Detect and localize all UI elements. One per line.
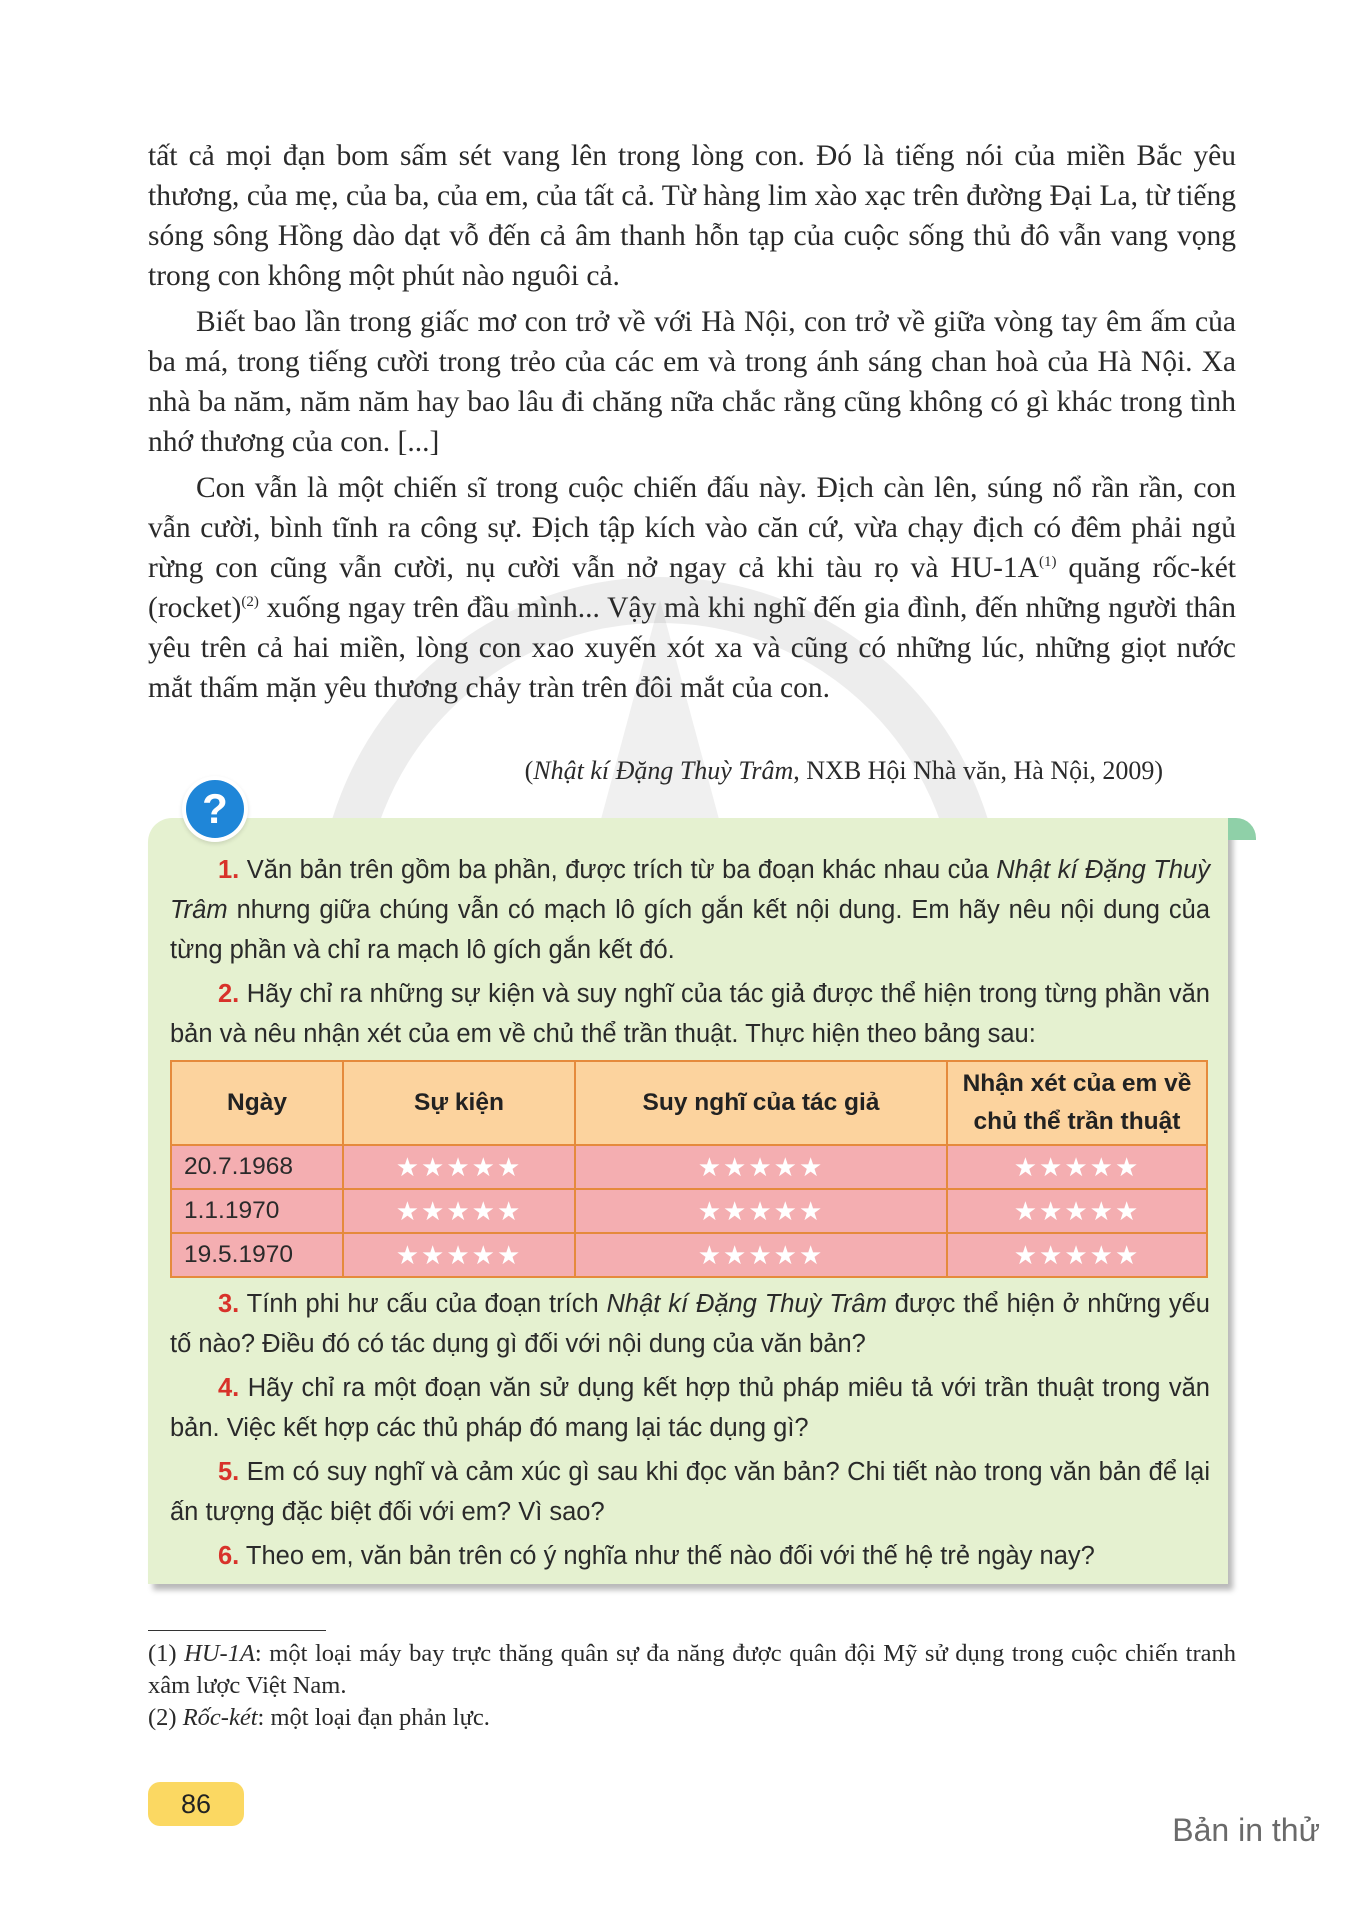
table-cell-date: 1.1.1970: [171, 1189, 343, 1233]
table-cell-placeholder: ★★★★★: [947, 1189, 1207, 1233]
footnote-text: : một loại đạn phản lực.: [257, 1704, 490, 1731]
question-italic: Nhật kí Đặng Thuỳ Trâm: [606, 1290, 887, 1318]
table-cell-placeholder: ★★★★★: [575, 1189, 947, 1233]
table-header-row: [171, 1061, 1207, 1145]
answer-table: [170, 1060, 1208, 1278]
question-1: [170, 850, 1210, 970]
page-number: 86: [148, 1782, 244, 1826]
proof-label: Bản in thử: [1172, 1812, 1320, 1848]
question-text: Em có suy nghĩ và cảm xúc gì sau khi đọc văn bản? Chi tiết nào trong văn bản để lại ấn tượng đặc biệt đối với em? Vì sao?: [170, 1458, 1210, 1526]
table-header: Sự kiện: [343, 1061, 575, 1145]
paragraph-3-part-c: xuống ngay trên đầu mình... Vậy mà khi nghĩ đến gia đình, đến những người thân yêu trên cả hai miền, lòng con xao xuyến xót xa và cũng có những lúc, những giọt nước mắt thấm mặn yêu thương chảy tràn trên đôi mắt của con.: [148, 592, 1236, 704]
question-text: Hãy chỉ ra những sự kiện và suy nghĩ của tác giả được thể hiện trong từng phần văn bản và nêu nhận xét của em về chủ thể trần thuật. Thực hiện theo bảng sau:: [170, 980, 1210, 1048]
table-cell-placeholder: ★★★★★: [947, 1233, 1207, 1277]
footnote-number: (2): [148, 1704, 183, 1731]
question-5: [170, 1452, 1210, 1532]
paragraph-1: tất cả mọi đạn bom sấm sét vang lên trong lòng con. Đó là tiếng nói của miền Bắc yêu thương, của mẹ, của ba, của em, của tất cả. Từ hàng lim xào xạc trên đường Đại La, từ tiếng sóng sông Hồng dào dạt vỗ đến cả âm thanh hỗn tạp của cuộc sống thủ đô vẫn vang vọng trong con không một phút nào nguôi cả.: [148, 140, 1236, 292]
question-number: 2.: [218, 980, 240, 1008]
footnote-term: Rốc-két: [182, 1704, 258, 1731]
table-cell-placeholder: ★★★★★: [343, 1233, 575, 1277]
footnotes: [148, 1638, 1236, 1734]
footnote-ref-2: (2): [241, 594, 259, 611]
table-cell-date: 19.5.1970: [171, 1233, 343, 1277]
question-number: 6.: [218, 1542, 240, 1570]
footnote-1: [148, 1638, 1236, 1702]
table-header: Ngày: [171, 1061, 343, 1145]
question-text: Theo em, văn bản trên có ý nghĩa như thế nào đối với thế hệ trẻ ngày nay?: [239, 1542, 1095, 1570]
table-cell-placeholder: ★★★★★: [343, 1189, 575, 1233]
question-mark-icon: ?: [186, 780, 244, 838]
table-row: [171, 1233, 1207, 1277]
footnote-term: HU-1A: [184, 1640, 255, 1667]
footnote-text: : một loại máy bay trực thăng quân sự đa năng được quân đội Mỹ sử dụng trong cuộc chiến tranh xâm lược Việt Nam.: [148, 1640, 1236, 1699]
citation-open: (: [524, 756, 534, 785]
question-4: [170, 1368, 1210, 1448]
question-list: [170, 850, 1210, 1580]
question-text: Văn bản trên gồm ba phần, được trích từ ba đoạn khác nhau của: [239, 856, 997, 884]
table-header: Suy nghĩ của tác giả: [575, 1061, 947, 1145]
question-number: 4.: [218, 1374, 240, 1402]
question-text: Hãy chỉ ra một đoạn văn sử dụng kết hợp thủ pháp miêu tả với trần thuật trong văn bản. Việc kết hợp các thủ pháp đó mang lại tác dụng gì?: [170, 1374, 1210, 1442]
question-text: được thể hiện ở những yếu tố nào? Điều đó có tác dụng gì đối với nội dung của văn bản?: [170, 1290, 1210, 1358]
footnote-2: [148, 1702, 1236, 1734]
table-cell-placeholder: ★★★★★: [343, 1145, 575, 1189]
paragraph-2: Biết bao lần trong giấc mơ con trở về với Hà Nội, con trở về giữa vòng tay êm ấm của ba má, trong tiếng cười trong trẻo của các em và trong ánh sáng chan hoà của Hà Nội. Xa nhà ba năm, năm năm hay bao lâu đi chăng nữa chắc rằng cũng không có gì khác trong tình nhớ thương của con. [...]: [148, 306, 1236, 458]
source-citation: [148, 754, 1163, 788]
question-number: 3.: [218, 1290, 240, 1318]
table-cell-placeholder: ★★★★★: [575, 1145, 947, 1189]
question-2: [170, 974, 1210, 1054]
footnote-rule: [148, 1630, 326, 1631]
footnote-ref-1: (1): [1038, 554, 1057, 571]
table-cell-placeholder: ★★★★★: [575, 1233, 947, 1277]
table-cell-placeholder: ★★★★★: [947, 1145, 1207, 1189]
footnote-number: (1): [148, 1640, 185, 1667]
question-number: 1.: [218, 856, 240, 884]
citation-title: Nhật kí Đặng Thuỳ Trâm: [533, 756, 794, 785]
question-text: nhưng giữa chúng vẫn có mạch lô gích gắn kết nội dung. Em hãy nêu nội dung của từng phần và chỉ ra mạch lô gích gắn kết đó.: [170, 896, 1210, 964]
table-row: [171, 1145, 1207, 1189]
question-6: [170, 1536, 1210, 1576]
question-number: 5.: [218, 1458, 240, 1486]
paragraph-3: [148, 468, 1236, 708]
question-text: Tính phi hư cấu của đoạn trích: [239, 1290, 607, 1318]
table-row: [171, 1189, 1207, 1233]
paragraph-3-part-a: Con vẫn là một chiến sĩ trong cuộc chiến đấu này. Địch càn lên, súng nổ rần rần, con vẫn cười, bình tĩnh ra công sự. Địch tập kích vào căn cứ, vừa chạy địch có đêm phải ngủ rừng con cũng vẫn cười, nụ cười vẫn nở ngay cả khi tàu rọ và HU-1A: [148, 472, 1236, 584]
table-cell-date: 20.7.1968: [171, 1145, 343, 1189]
body-text: [148, 136, 1236, 714]
table-header: Nhận xét của em về chủ thể trần thuật: [947, 1061, 1207, 1145]
paragraph-3-part-b: quăng rốc-két (rocket): [148, 552, 1236, 624]
citation-rest: , NXB Hội Nhà văn, Hà Nội, 2009): [793, 756, 1163, 785]
question-3: [170, 1284, 1210, 1364]
questions-box-tab: [1228, 818, 1256, 840]
question-italic: Nhật kí Đặng Thuỳ Trâm: [170, 856, 1210, 924]
